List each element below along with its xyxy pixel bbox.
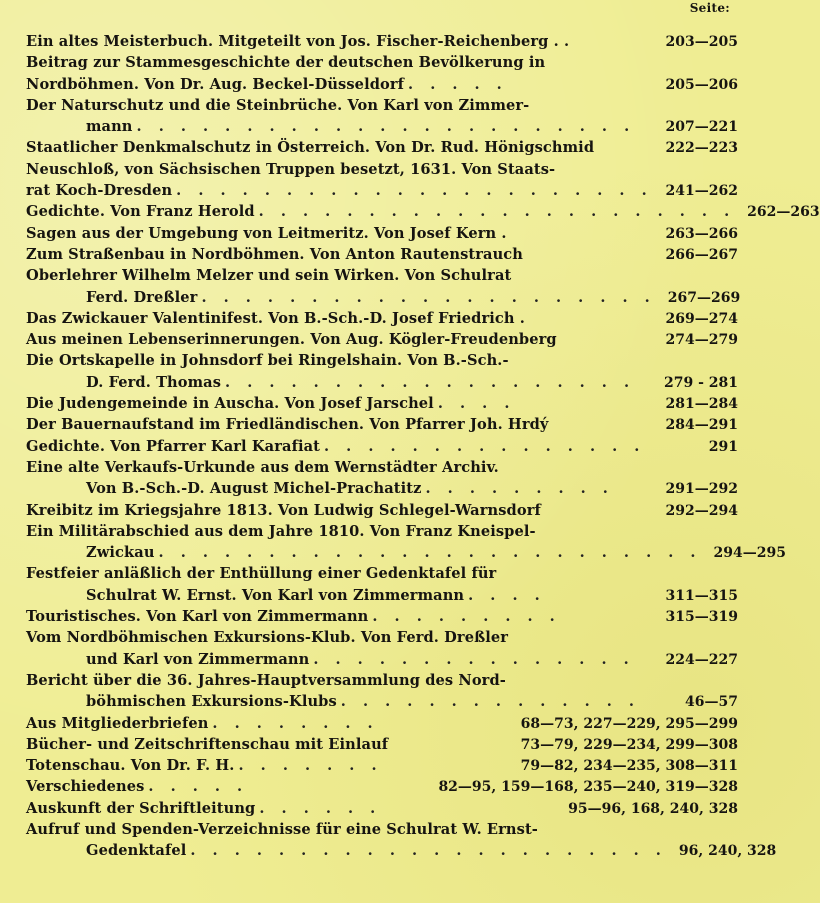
toc-entry-line	[26, 840, 777, 861]
toc-entry-line	[26, 414, 738, 435]
page-range: 207—221	[665, 119, 738, 136]
entry-title-text: Ein altes Meisterbuch. Mitgeteilt von Jos. Fischer-Reichenberg . .	[26, 33, 570, 50]
toc-entry	[26, 563, 738, 606]
entry-title-text: Schulrat W. Ernst. Von Karl von Zimmermann	[86, 586, 465, 604]
toc-entry-line	[26, 606, 738, 627]
entry-title-text: Vom Nordböhmischen Exkursions-Klub. Von Ferd. Dreßler	[26, 629, 509, 647]
toc-entry	[26, 329, 738, 350]
page-column-header: Seite:	[689, 1, 730, 15]
page-range: 205—206	[665, 76, 738, 93]
page-range: 95—96, 168, 240, 328	[568, 800, 738, 817]
toc-entry	[26, 713, 738, 734]
page-range: 269—274	[665, 310, 738, 327]
toc-entry-line	[26, 798, 738, 819]
page-range: 315—319	[665, 609, 738, 626]
page-range: 96, 240, 328	[678, 843, 777, 860]
toc-entry-line	[26, 95, 738, 116]
toc-entry	[26, 755, 738, 776]
toc-entry-line	[26, 31, 738, 52]
entry-title-text: Oberlehrer Wilhelm Melzer und sein Wirken. Von Schulrat	[26, 267, 512, 285]
toc-entry-line	[26, 393, 738, 414]
toc-entry-line	[26, 585, 738, 606]
toc-entry-line	[26, 457, 738, 478]
toc-entry-line	[26, 819, 738, 840]
page-range: 224—227	[665, 651, 738, 668]
toc-entry	[26, 223, 738, 244]
entry-title-text: Von B.-Sch.-D. August Michel-Prachatitz	[86, 480, 422, 498]
page-range: 291	[708, 438, 738, 455]
dot-leader: . . . . .	[148, 778, 249, 796]
toc-entry	[26, 414, 738, 435]
page-range: 68—73, 227—229, 295—299	[520, 715, 738, 732]
entry-title-text: Ein Militärabschied aus dem Jahre 1810. Von Franz Kneispel-	[26, 522, 536, 540]
toc-entry	[26, 244, 738, 265]
page-range: 262—263	[747, 204, 820, 221]
toc-entry-line	[26, 201, 820, 222]
page-range: 241—262	[665, 183, 738, 200]
page-range: 274—279	[665, 332, 738, 349]
entry-title-text: Verschiedenes	[26, 778, 145, 796]
toc-entry	[26, 521, 786, 564]
dot-leader: . . . . . . . . . . . . . . . . . . .	[225, 373, 636, 391]
page-range: 279 - 281	[663, 374, 738, 391]
dot-leader: . . . . . . . . . . . . . . .	[313, 650, 635, 668]
entry-title-text: Festfeier anläßlich der Enthüllung einer Gedenktafel für	[26, 565, 497, 583]
page-range: 311—315	[665, 587, 738, 604]
toc-entry	[26, 265, 741, 308]
entry-title-text: Bücher- und Zeitschriftenschau mit Einlauf	[26, 735, 389, 753]
toc-entry-line	[26, 372, 738, 393]
toc-entry	[26, 606, 738, 627]
page-range: 222—223	[665, 140, 738, 157]
entry-title-text: Eine alte Verkaufs-Urkunde aus dem Wernstädter Archiv.	[26, 458, 499, 476]
toc-entry-line	[26, 691, 738, 712]
toc-entry-line	[26, 74, 738, 95]
page-range: 291—292	[665, 481, 738, 498]
dot-leader: . . . .	[468, 586, 546, 604]
entry-title-text: Gedichte. Von Pfarrer Karl Karafiat	[26, 437, 320, 455]
toc-entry-line	[26, 52, 738, 73]
toc-entry-line	[26, 627, 738, 648]
dot-leader: . . . . . .	[259, 799, 382, 817]
toc-entry-line	[26, 521, 738, 542]
entry-title-text: Zum Straßenbau in Nordböhmen. Von Anton Rautenstrauch	[26, 245, 523, 263]
toc-entry	[26, 350, 738, 393]
entry-title-text: Gedichte. Von Franz Herold	[26, 203, 255, 221]
entry-title-text: Aus Mitgliederbriefen	[26, 714, 209, 732]
entry-title-text: Nordböhmen. Von Dr. Aug. Beckel-Düsseldorf	[26, 75, 405, 93]
dot-leader: . . . . . . .	[238, 757, 383, 775]
toc-entry	[26, 201, 820, 222]
toc-entry-line	[26, 776, 738, 797]
toc-entry	[26, 95, 738, 138]
toc-entry-line	[26, 265, 738, 286]
toc-entry-line	[26, 755, 738, 776]
dot-leader: . . . . . . . .	[212, 714, 379, 732]
dot-leader: . . . . . . . . .	[425, 480, 614, 498]
toc-entry-line	[26, 329, 738, 350]
entry-title-text: Der Naturschutz und die Steinbrüche. Von Karl von Zimmer-	[26, 96, 530, 114]
dot-leader: . . . . . . . . . . . . . . . . . . . . . .	[176, 182, 653, 200]
entry-title-text: rat Koch-Dresden	[26, 182, 173, 200]
toc-entry-line	[26, 649, 738, 670]
entry-title-text: Sagen aus der Umgebung von Leitmeritz. Von Josef Kern .	[26, 224, 507, 242]
toc-entry	[26, 500, 738, 521]
page-range: 203—205	[665, 34, 738, 50]
entry-title-text: Touristisches. Von Karl von Zimmermann	[26, 608, 369, 626]
toc-entry	[26, 457, 738, 500]
entry-title-text: D. Ferd. Thomas	[86, 373, 222, 391]
page-range: 266—267	[665, 246, 738, 263]
entry-title-text: Zwickau	[86, 544, 155, 562]
entry-title-text: Gedenktafel	[86, 842, 187, 860]
entry-title-text: Das Zwickauer Valentinifest. Von B.-Sch.-D. Josef Friedrich .	[26, 309, 525, 327]
toc-entry	[26, 52, 738, 95]
toc-entry-line	[26, 180, 738, 201]
dot-leader: . . . . . . . . . . . . . . . . . . . . .	[201, 288, 656, 306]
toc-entry	[26, 159, 738, 202]
page-range: 267—269	[667, 289, 741, 306]
toc-entry-line	[26, 159, 738, 180]
toc-entry-line	[26, 308, 738, 329]
page-range: 294—295	[713, 545, 786, 562]
toc-entry-line	[26, 436, 738, 457]
toc-entry-line	[26, 350, 738, 371]
toc-entry-line	[26, 137, 738, 158]
entry-title-text: böhmischen Exkursions-Klubs	[86, 693, 337, 711]
toc-entry-line	[26, 542, 786, 563]
entry-title-text: Aus meinen Lebenserinnerungen. Von Aug. Kögler-Freudenberg	[26, 331, 557, 349]
toc-entry	[26, 734, 738, 755]
entry-title-text: Aufruf und Spenden-Verzeichnisse für eine Schulrat W. Ernst-	[26, 820, 538, 838]
toc-entry-line	[26, 287, 741, 308]
dot-leader: . . . . . . . . . . . . . . . . . . . . . . . . .	[158, 544, 702, 562]
dot-leader: . . . . .	[408, 75, 508, 93]
dot-leader: . . . .	[437, 395, 516, 413]
toc-entry-line	[26, 223, 738, 244]
entry-title-text: Neuschloß, von Sächsischen Truppen besetzt, 1631. Von Staats-	[26, 160, 556, 178]
entry-title-text: Bericht über die 36. Jahres-Hauptversammlung des Nord-	[26, 671, 506, 689]
entry-title-text: mann	[86, 118, 133, 136]
page-range: 46—57	[685, 694, 738, 711]
dot-leader: . . . . . . . . . . . . . . . . . . . . . .	[258, 203, 736, 221]
entry-title-text: Beitrag zur Stammesgeschichte der deutschen Bevölkerung in	[26, 54, 546, 72]
toc-entry-line	[26, 116, 738, 137]
entry-title-text: Die Ortskapelle in Johnsdorf bei Ringelshain. Von B.-Sch.-	[26, 352, 509, 370]
dot-leader: . . . . . . . . . . . . . .	[340, 693, 640, 711]
toc-entry-line	[26, 563, 738, 584]
dot-leader: . . . . . . . . . . . . . . .	[324, 437, 646, 455]
toc-entry	[26, 436, 738, 457]
toc-entry	[26, 137, 738, 158]
toc-entry-line	[26, 670, 738, 691]
toc-entry-line	[26, 478, 738, 499]
table-of-contents	[26, 31, 820, 862]
entry-title-text: Totenschau. Von Dr. F. H.	[26, 757, 235, 775]
toc-entry-line	[26, 500, 738, 521]
entry-title-text: und Karl von Zimmermann	[86, 650, 310, 668]
page-range: 79—82, 234—235, 308—311	[520, 758, 738, 775]
toc-entry-line	[26, 734, 738, 755]
toc-entry	[26, 670, 738, 713]
toc-entry	[26, 308, 738, 329]
toc-entry	[26, 776, 738, 797]
page-range: 73—79, 229—234, 299—308	[520, 736, 738, 753]
page-range: 284—291	[665, 417, 738, 434]
entry-title-text: Ferd. Dreßler	[86, 288, 198, 306]
entry-title-text: Die Judengemeinde in Auscha. Von Josef Jarschel	[26, 395, 434, 413]
entry-title-text: Kreibitz im Kriegsjahre 1813. Von Ludwig Schlegel-Warnsdorf	[26, 501, 541, 519]
page-range: 82—95, 159—168, 235—240, 319—328	[438, 779, 738, 796]
entry-title-text: Der Bauernaufstand im Friedländischen. Von Pfarrer Joh. Hrdý	[26, 416, 549, 434]
page-range: 292—294	[665, 502, 738, 519]
toc-entry	[26, 393, 738, 414]
dot-leader: . . . . . . . . .	[372, 608, 561, 626]
toc-entry-line	[26, 713, 738, 734]
dot-leader: . . . . . . . . . . . . . . . . . . . . . .	[190, 842, 667, 860]
page-range: 281—284	[665, 396, 738, 413]
toc-entry	[26, 798, 738, 819]
dot-leader: . . . . . . . . . . . . . . . . . . . . . . .	[136, 118, 636, 136]
toc-entry	[26, 31, 738, 52]
toc-entry	[26, 627, 738, 670]
toc-entry	[26, 819, 777, 862]
entry-title-text: Staatlicher Denkmalschutz in Österreich. Von Dr. Rud. Hönigschmid	[26, 139, 595, 157]
toc-entry-line	[26, 244, 738, 265]
entry-title-text: Auskunft der Schriftleitung	[26, 799, 256, 817]
page-range: 263—266	[665, 225, 738, 242]
